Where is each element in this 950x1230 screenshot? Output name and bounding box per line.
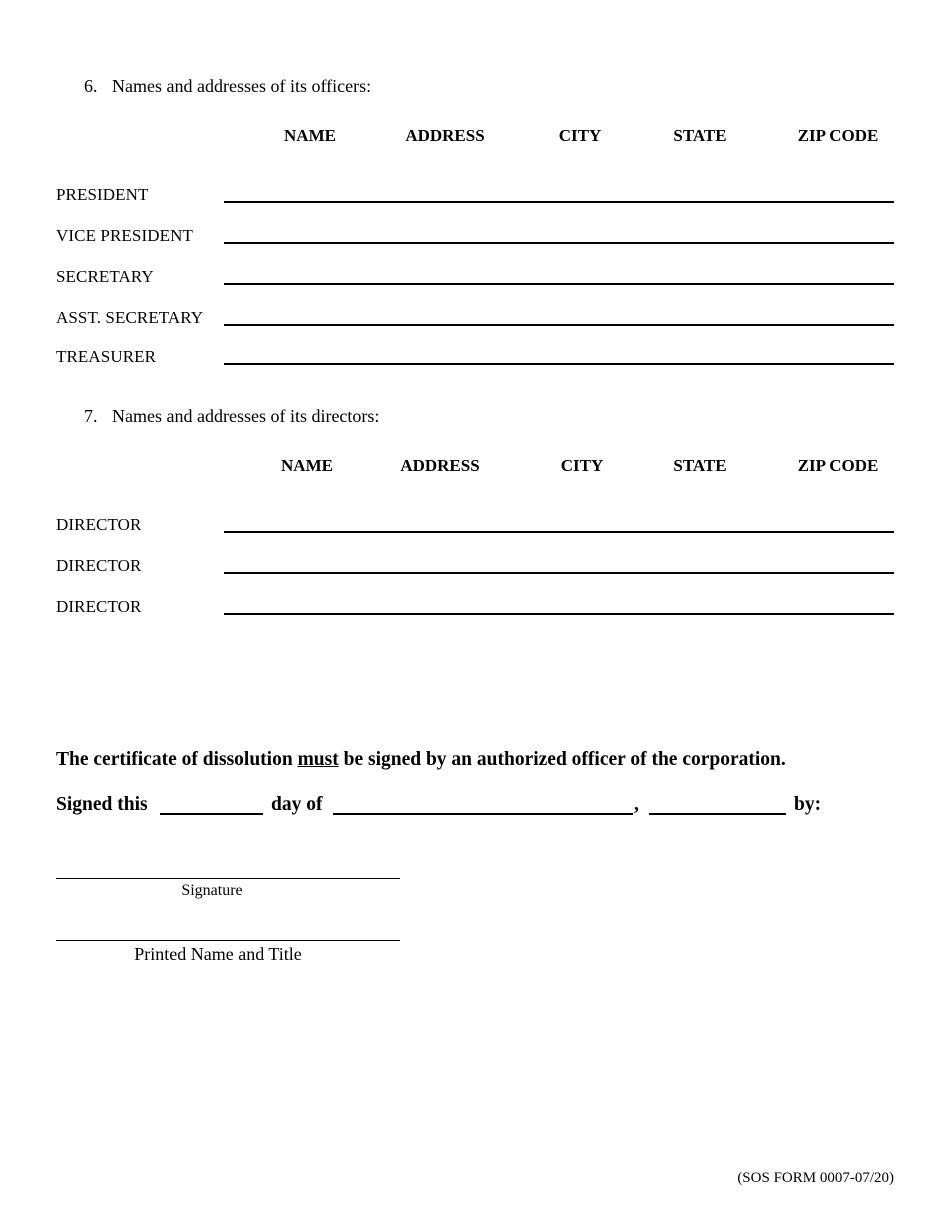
officer-line-secretary[interactable] <box>224 283 894 285</box>
signed-month-blank[interactable] <box>333 813 633 815</box>
notice-text-before: The certificate of dissolution <box>56 749 298 770</box>
directors-col-name: NAME <box>281 456 333 475</box>
signed-day-blank[interactable] <box>160 813 263 815</box>
director-label-3: DIRECTOR <box>56 597 142 616</box>
notice-emphasis: must <box>297 749 339 770</box>
officer-line-treasurer[interactable] <box>224 363 894 365</box>
notice-text-after: be signed by an authorized officer of the corporation. <box>338 749 786 770</box>
officer-label-vice-president: VICE PRESIDENT <box>56 226 193 245</box>
officers-col-zip: ZIP CODE <box>797 126 879 145</box>
officer-label-asst-secretary: ASST. SECRETARY <box>56 308 204 327</box>
officers-col-city: CITY <box>558 126 602 145</box>
officers-col-name: NAME <box>284 126 336 145</box>
signed-this-label: Signed this <box>56 794 148 815</box>
officers-col-address: ADDRESS <box>405 126 485 145</box>
form-id-footer: (SOS FORM 0007-07/20) <box>737 1170 894 1186</box>
directors-section-number: 7. <box>84 406 98 426</box>
signed-year-blank[interactable] <box>649 813 786 815</box>
officers-col-state: STATE <box>673 126 727 145</box>
officer-line-president[interactable] <box>224 201 894 203</box>
officers-section-number: 6. <box>84 76 98 96</box>
directors-col-state: STATE <box>673 456 727 475</box>
directors-col-city: CITY <box>560 456 604 475</box>
officers-section-title: Names and addresses of its officers: <box>112 76 372 96</box>
directors-section-heading <box>84 406 379 427</box>
officers-section-heading <box>84 76 371 97</box>
officer-line-vice-president[interactable] <box>224 242 894 244</box>
directors-section-title: Names and addresses of its directors: <box>112 406 380 426</box>
officer-label-secretary: SECRETARY <box>56 267 154 286</box>
directors-col-zip: ZIP CODE <box>797 456 879 475</box>
officer-line-asst-secretary[interactable] <box>224 324 894 326</box>
printed-name-title-line[interactable] <box>56 940 400 941</box>
printed-name-title-caption: Printed Name and Title <box>134 944 302 964</box>
directors-col-address: ADDRESS <box>400 456 480 475</box>
director-line-2[interactable] <box>224 572 894 574</box>
director-line-3[interactable] <box>224 613 894 615</box>
day-of-label: day of <box>271 794 323 815</box>
by-label: by: <box>794 794 822 815</box>
director-label-2: DIRECTOR <box>56 556 142 575</box>
signed-comma: , <box>634 794 639 815</box>
signature-requirement-notice <box>56 749 786 771</box>
officer-label-treasurer: TREASURER <box>56 347 157 366</box>
director-line-1[interactable] <box>224 531 894 533</box>
director-label-1: DIRECTOR <box>56 515 142 534</box>
signature-caption: Signature <box>181 882 243 899</box>
signature-line[interactable] <box>56 878 400 879</box>
officer-label-president: PRESIDENT <box>56 185 149 204</box>
